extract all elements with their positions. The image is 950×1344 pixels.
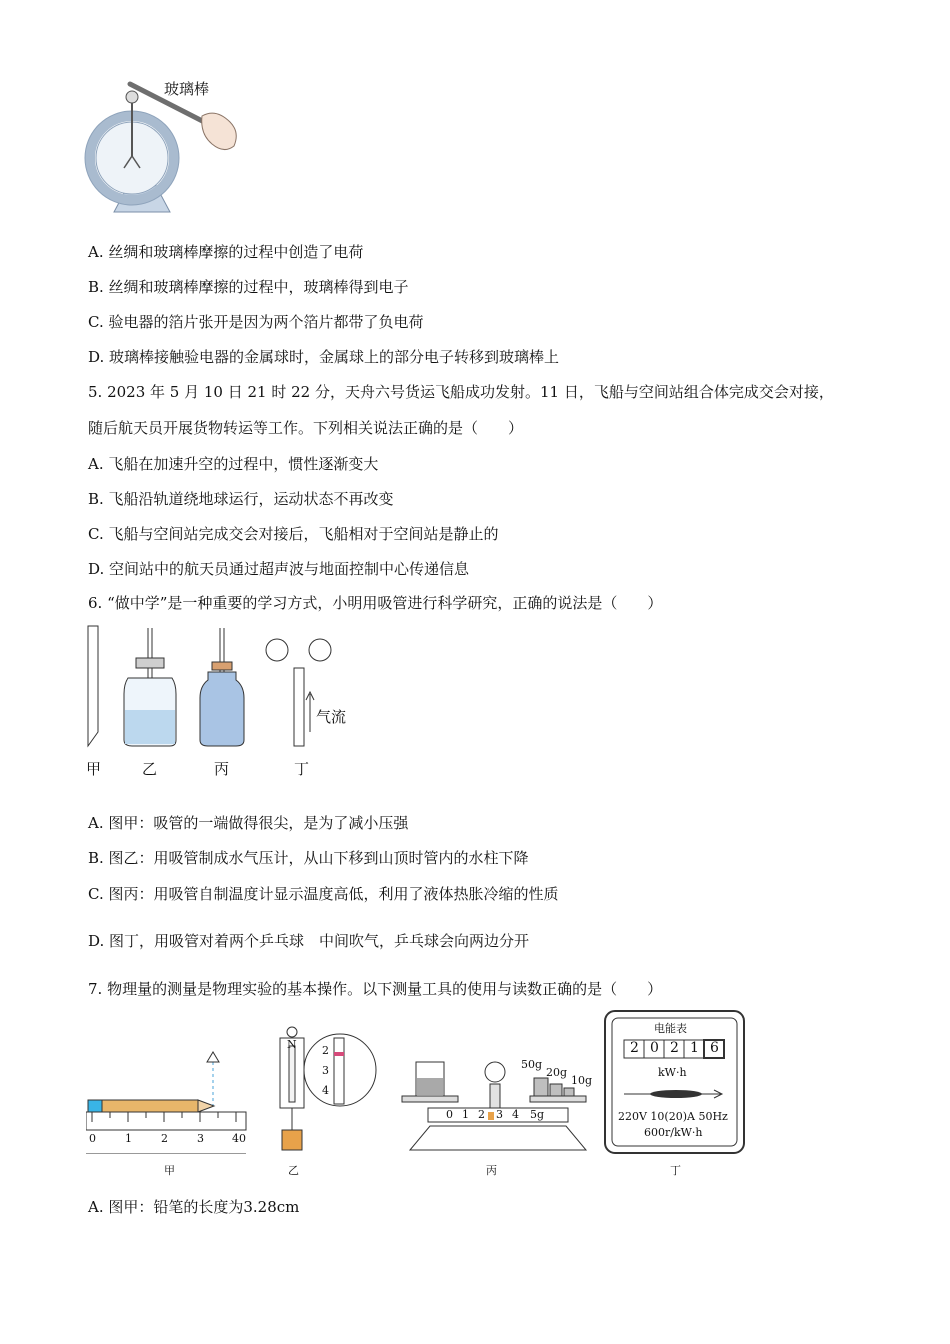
q4-option-d: D. 玻璃棒接触验电器的金属球时，金属球上的部分电子转移到玻璃棒上: [88, 348, 560, 366]
meter-spec-line2: 600r/kW·h: [644, 1126, 703, 1139]
q6-stem: 6. “做中学”是一种重要的学习方式，小明用吸管进行科学研究，正确的说法是（ ）: [88, 594, 663, 612]
q4-option-c: C. 验电器的箔片张开是因为两个箔片都带了负电荷: [88, 313, 424, 331]
balance-tick-1: 1: [462, 1108, 469, 1121]
balance-tick-5g: 5g: [530, 1108, 545, 1121]
glass-rod-label: 玻璃棒: [164, 80, 210, 98]
spring-scale-tick-2: 2: [322, 1044, 329, 1057]
q6-option-d: D. 图丁，用吸管对着两个乒乓球 中间吹气，乒乓球会向两边分开: [88, 932, 530, 950]
ruler-tick-1: 1: [125, 1132, 132, 1145]
q5-option-a: A. 飞船在加速升空的过程中，惯性逐渐变大: [88, 455, 379, 473]
balance-tick-2: 2: [478, 1108, 485, 1121]
ruler-tick-4: 40: [232, 1132, 246, 1145]
meter-spec-line1: 220V 10(20)A 50Hz: [618, 1110, 728, 1123]
meter-digit-3: 2: [670, 1040, 679, 1056]
q6-fig-label-jia: 甲: [86, 760, 102, 778]
spring-scale-top-label: N: [287, 1038, 297, 1051]
q6-option-c: C. 图丙：用吸管自制温度计显示温度高低，利用了液体热胀冷缩的性质: [88, 885, 559, 903]
q4-option-a: A. 丝绸和玻璃棒摩擦的过程中创造了电荷: [88, 243, 364, 261]
electroscope-figure: [84, 70, 254, 220]
q6-option-a: A. 图甲：吸管的一端做得很尖，是为了减小压强: [88, 814, 409, 832]
weight-10g: 10g: [571, 1074, 593, 1087]
straw-drawings: [84, 622, 374, 752]
q4-option-b: B. 丝绸和玻璃棒摩擦的过程中，玻璃棒得到电子: [88, 278, 409, 296]
ruler-tick-0: 0: [89, 1132, 96, 1145]
q5-option-c: C. 飞船与空间站完成交会对接后，飞船相对于空间站是静止的: [88, 525, 499, 543]
spring-scale-tick-3: 3: [322, 1064, 329, 1077]
q7-fig-label-jia: 甲: [164, 1164, 175, 1177]
meter-title: 电能表: [654, 1022, 687, 1035]
q5-option-b: B. 飞船沿轨道绕地球运行，运动状态不再改变: [88, 490, 394, 508]
q6-fig-label-yi: 乙: [142, 760, 158, 778]
airflow-label: 气流: [316, 708, 347, 726]
q7-option-a: A. 图甲：铅笔的长度为3.28cm: [88, 1198, 300, 1216]
ruler-tick-2: 2: [161, 1132, 168, 1145]
weight-50g: 50g: [521, 1058, 543, 1071]
q7-stem: 7. 物理量的测量是物理实验的基本操作。以下测量工具的使用与读数正确的是（ ）: [88, 980, 663, 998]
energy-meter-figure: [604, 1010, 746, 1182]
meter-digit-1: 2: [630, 1040, 639, 1056]
q5-stem-line1: 5. 2023 年 5 月 10 日 21 时 22 分，天舟六号货运飞船成功发射。11 日，飞船与空间站组合体完成交会对接，: [88, 383, 834, 401]
meter-digit-5: 6: [710, 1040, 719, 1056]
balance-tick-4: 4: [512, 1108, 519, 1121]
q7-fig-label-ding: 丁: [670, 1164, 681, 1177]
ruler-figure: [86, 1050, 248, 1180]
meter-digit-2: 0: [650, 1040, 659, 1056]
q7-fig-label-yi: 乙: [288, 1164, 299, 1177]
q6-fig-label-ding: 丁: [294, 760, 310, 778]
q7-fig-label-bing: 丙: [486, 1164, 497, 1177]
spring-scale-figure: [270, 1024, 380, 1180]
q6-option-b: B. 图乙：用吸管制成水气压计，从山下移到山顶时管内的水柱下降: [88, 849, 529, 867]
q5-option-d: D. 空间站中的航天员通过超声波与地面控制中心传递信息: [88, 560, 470, 578]
balance-figure: [400, 1050, 595, 1180]
balance-tick-0: 0: [446, 1108, 453, 1121]
balance-tick-3: 3: [496, 1108, 503, 1121]
straw-figures: [84, 622, 374, 782]
spring-scale-tick-4: 4: [322, 1084, 329, 1097]
ruler-tick-3: 3: [197, 1132, 204, 1145]
q6-fig-label-bing: 丙: [214, 760, 230, 778]
q5-stem-line2: 随后航天员开展货物转运等工作。下列相关说法正确的是（ ）: [88, 419, 524, 437]
meter-unit: kW·h: [658, 1066, 687, 1079]
weight-20g: 20g: [546, 1066, 568, 1079]
meter-digit-4: 1: [690, 1040, 699, 1056]
